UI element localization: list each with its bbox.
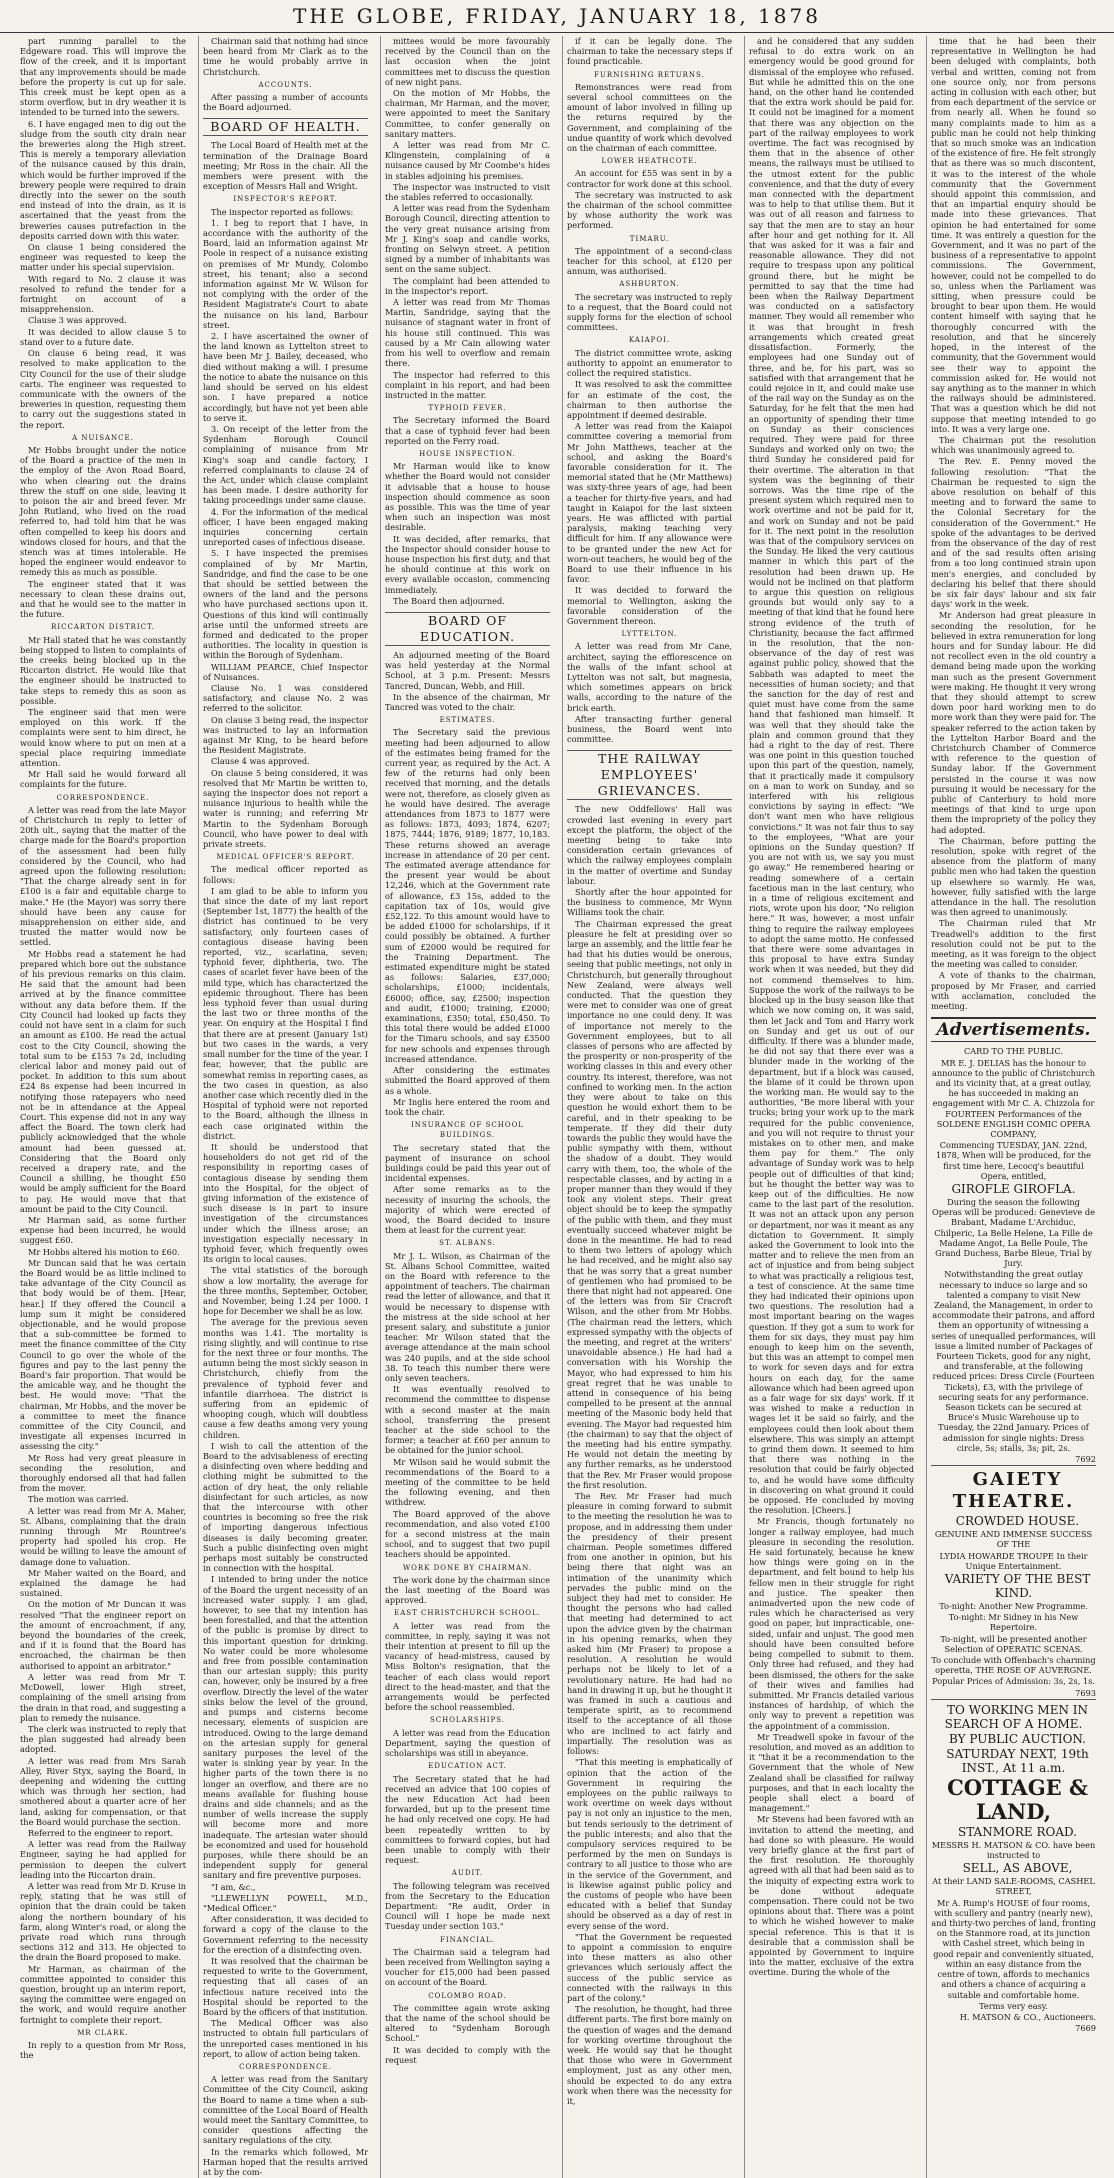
paragraph: A letter was read from the Education Department, saying the question of scholarships was still in abeyance. [385, 1727, 550, 1759]
paragraph: Mr Ross had very great pleasure in seconding the resolution, and thoroughly endorsed all that had fallen from the mover. [20, 1452, 186, 1494]
paragraph: A letter was read from the Sanitary Committee of the City Council, asking the Board to name a time when a sub-committee of the Local Board of Health would meet the Sanitary Committee, to consider questions affecting the sanitary regulations of the city. [203, 2074, 368, 2146]
paragraph: The inspector was instructed to visit the stables referred to occasionally. [385, 181, 550, 203]
subheading: COLOMBO ROAD. [428, 1991, 507, 2000]
paragraph: and he considered that any sudden refusal to do extra work on an emergency would be good ground for dismissal of the employee who refused. But while he admitted this on the one hand, on the other hand he contended that the extra work should be paid for. It could not be imagined for a moment that there was any objection on the part of the railway employees to work overtime. The fact was recognised by them that in the absence of other means, the railways must be utilised to the utmost extent for the public convenience, and that the duty of every man connected with the department was to help to that utilise them. But it was out of all reason and fairness to say that the men are to stay an hour after hour and get nothing for it. All that was asked for it was a fair and reasonable allowance. They did not require to trespass upon any political ground there, but he might be permitted to say that the time had been when the Railway Department was conducted on a satisfactory manner. They would all remember who it was that brought in fresh arrangements which created great dissatisfaction. Formerly, the employees had one Sunday out of three, and he, for his part, was so satisfied with that arrangement that he could rejoice in it, and could make use of the rail way on the Sunday as on the Saturday, for he felt that the men had an opportunity of spending their time on Sunday as their consciences required. They were paid for three Sundays and worked only on two; the third Sunday he considered paid for their overtime. The alteration in that system was the beginning of their sorrows. Was the time ripe of the present system which required men to work overtime and not be paid for it, and work on Sunday and not be paid for it. The next point in the resolution was that of the compulsory services on the Sunday. He liked the very cautious manner in which this part of the resolution had been drawn up. He would not be inclined on that platform to argue this question on religious grounds but would only say to a meeting of that kind that he found here strong evidence of the truth of Christianity, because the fact affirmed in the resolution, that the non-observance of the day of rest was against public policy, showed that the Sabbath was adapted to meet the necessities of human society; and that the sanction for the day of rest and quiet must have come from the same hand that fashioned man himself. It was well that they should take the plain and common ground that they had a right to the day of rest. There was one point in this question touched upon this part of the question, namely, that it practically made it compulsory on a man to work on Sunday, and so interfered with his religious convictions by saying in effect: "We don't want men who have religious convictions." It was not fair thus to say to the employees, "What are your opinions on the Sunday question? If you are not with us, we say you must go away." He remembered hearing or reading somewhere of a certain facetious man in the last century, who in a time of religious excitement and riots, wrote upon his door, "No religion here." It was, however, a most unfair thing to require the railway employees to adopt the same motto. He confessed that there were some advantages in this proposal to have extra Sunday work when it was needed, but they did not commend themselves to him. Suppose the work of the railways to be blocked up in the busy season like that which we now coming on, it was said, then let Jack and Tom and Harry work on Sunday and get us out of our difficulty. If there was a blunder made, he did not say that there ever was a blunder made in the working of the department, but if a block was caused, the blame of it could be thrown upon the working man. He would say to the authorities, "Be more liberal with your trucks; bring your work up to the mark required for the public convenience, and you will not require to thrust your mistakes on to other men, and make them pay for them." The only advantage of Sunday work was to help people out of difficulties of that kind; but he thought the better way was to keep out of the difficulties. He now came to the last part of the resolution. It was not an attack upon any person or department, nor was it meant as any dictation to Government. It simply asked the Government to look into the matter and to relieve the men from an act of injustice and from being subject to what was practically a religious test, a test of conscience. At the same time they had indicated their opinions upon two questions. The resolution had a most important bearing on the wages question. If they got a sum to work for them for six days, they must pay him enough to keep him on the seventh, but this was an attempt to compel men to work for seven days and for extra hours on each day, for the same allowance which had been agreed upon as a fair wage for six days' work. If it was wished to make a reduction in wages let it be said so fairly, and the employees could then look about them elsewhere. This was simply an attempt to grind them down. It seemed to him that there was nothing in the resolution that could be fairly objected to, and he would have some difficulty in discovering on what ground it could be opposed. He concluded by moving the resolution. [Cheers.] [749, 36, 914, 1516]
paragraph: A letter was read from the Kaiapoi committee covering a memorial from Mr John Matthews, teacher at the school, and asking the Board's favorable consideration for it. The memorial stated that he (Mr Matthews) was sixty-three years of age, had been a teacher for thirty-five years, and had taught in Kaiapoi for the last sixteen years. He was afflicted with partial paralysis, making teaching very difficult for him. If any allowance were to be granted under the new Act for worn-out teachers, he would beg of the Board to use their influence in his favor. [567, 421, 732, 585]
ad-line: MR E. J. DELIAS has the honour to announce to the public of Christchurch and its vicinity that, at a great outlay, he has succeeded in making an engagement with Mr C. A. Chizzola for FOURTEEN Performances of the SOLDENE ENGLISH COMIC OPERA COMPANY, [932, 1057, 1095, 1139]
subheading: RICCARTON DISTRICT. [51, 623, 155, 632]
paragraph: A letter was read from Mr T. McDowell, lower High street, complaining of the smell arising from the drain in that road, and suggesting a plan to remedy the nuisance. [20, 1671, 186, 1723]
ad-line: 7669 [1075, 2023, 1096, 2034]
subheading: A NUISANCE. [72, 433, 134, 442]
column-4 [562, 36, 736, 2178]
paragraph: 3. On receipt of the letter from the Sydenham Borough Council complaining of nuisance from Mr King's soap and candle factory, I referred complainants to clause 24 of the Act, under which clause complaint has been made. I desire authority for taking proceedings under same clause. [203, 423, 368, 506]
paragraph: It was resolved that the chairman be requested to write to the Government, requesting that all cases of an infectious nature received into the Hospital should be reported to the Board by the officers of that institution. [203, 1955, 368, 2017]
column-6 [926, 36, 1100, 2178]
paragraph: The new Oddfellows' Hall was crowded last evening in every part except the platform, the object of the meeting being to take into consideration certain grievances of which the railway employees complain in the matter of overtime and Sunday labour. [567, 804, 732, 886]
paragraph: The engineer stated that it was necessary to clean these drains out, and that he would see to the matter in the future. [20, 578, 186, 620]
subheading: LYTTELTON. [621, 630, 678, 639]
paragraph: On clause 5 being considered, it was resolved that Mr Martin be written to, saying the inspector does not report a nuisance injurious to health while the water is running; and referring Mr Martin to the Sydenham Borough Council, who have power to deal with private streets. [203, 767, 368, 850]
paragraph: 5. I have inspected the premises complained of by Mr Martin, Sandridge, and find the case to be one that should be settled between the owners of the land and the persons who have purchased sections upon it. Questions of this kind will continually arise until the unformed streets are formed and dedicated to the proper authorities. The locality in question is within the Borough of Sydenham. [203, 548, 368, 661]
ad-line: GENUINE AND IMMENSE SUCCESS OF THE [934, 1529, 1093, 1550]
paragraph: The Chairman, before putting the resolution, spoke with regret of the absence from the platform of many public men who had taken the question up elsewhere so warmly. He was, however, fully satisfied with the large attendance in the hall. The resolution was then agreed to unanimously. [931, 835, 1096, 918]
paragraph: The district committee wrote, asking authority to appoint an enumerator to collect the required statistics. [567, 347, 732, 379]
paragraph: After passing a number of accounts the Board adjourned. [203, 92, 368, 113]
subheading: ACCOUNTS. [258, 80, 313, 89]
paragraph: A letter was read from the Railway Engineer, saying he had applied for permission to deepen the culvert leading into the Riccarton drain. [20, 1839, 186, 1880]
subheading: MR CLARK. [77, 2028, 129, 2037]
article-columns [16, 36, 1100, 2178]
paragraph: Clause No. 1 was considered satisfactory, and clause No. 2 was referred to the solicitor. [203, 682, 368, 714]
ad-line: Commencing TUESDAY, JAN. 22nd, 1878, When will be produced, for the first time here, Lecocq's beautiful Opera, entitled, [936, 1140, 1091, 1181]
paragraph: A letter was read from the Sydenham Borough Council, directing attention to the very great nuisance arising from Mr J. King's soap and candle works, fronting on Selwyn street. A petition signed by a number of inhabitants was sent on the same subject. [385, 203, 550, 275]
paragraph: The following telegram was received from the Secretary to the Education Department: "Re audit, Order in Council will I hope be made next Tuesday under section 103." [385, 1880, 550, 1932]
subheading: INSPECTOR'S REPORT. [233, 195, 338, 204]
ad-line: To-night: Another New Programme. [939, 1601, 1088, 1612]
paragraph: The Rev. Mr Fraser had much pleasure in coming forward to submit to the meeting the resolution he was to propose, and in addressing them under the presidency of their present chairman. People sometimes differed from one another in opinion, but his being there that night was an intimation of the unanimity which pervades the public mind on the subject they had met to consider. He thought the persons who had called that meeting had determined to act upon the advice given by the chairman in his opening remarks, when they asked him (Mr Fraser) to propose a resolution. A resolution he would perhaps not be likely to let of a revolutionary nature. He had had no hand in drawing it up, but he thought it was framed in such a cautious and temperate spirit, as to recommend itself to the acceptance of all those who are inclined to act fairly and impartially. The resolution was as follows: [567, 1491, 732, 1757]
paragraph: Mr Wilson said he would submit the recommendations of the Board to a meeting of the committee to be held the following evening, and then withdrew. [385, 1456, 550, 1508]
subheading: SCHOLARSHIPS. [429, 1716, 506, 1725]
paragraph: The clerk was instructed to reply that the plan suggested had already been adopted. [20, 1723, 186, 1755]
subheading: EAST CHRISTCHURCH SCHOOL. [394, 1609, 541, 1618]
column-1 [16, 36, 190, 2178]
ad-line: Mr A. Rump's HOUSE of four rooms, with scullery and pantry (nearly new), and thirty-two perches of land, fronting on the Stanmore road, at its junction with Cashel street, which being in good repair and conveniently situated, within an easy distance from the centre of town, affords to mechanics and others a chance of acquiring a suitable and comfortable home. [931, 1897, 1096, 2000]
paragraph: After some remarks as to the necessity of insuring the schools, the majority of which were erected of wood, the Board decided to insure them at least for the current year. [385, 1184, 550, 1236]
paragraph: The secretary stated that the payment of insurance on school buildings could be paid this year out of incidental expenses. [385, 1142, 550, 1184]
ad-line: CROWDED HOUSE. [955, 1514, 1080, 1529]
ad-gaiety-theatre [931, 1465, 1096, 1698]
paragraph: part running parallel to the Edgeware road. This will improve the flow of the creek, and it is important that any improvements should be made before the property is cut up for sale. This creek must be kept open as a storm overflow, but in dry weather it is intended to be turned into the sewers. [20, 36, 186, 118]
advertisements-heading: Advertisements. [931, 1017, 1096, 1042]
paragraph: The Secretary stated that he had received an advice that 100 copies of the new Education Act had been forwarded, but up to the present time he had only received one copy. He had been repeatedly written to by committees to forward copies, but had been unable to comply with their request. [385, 1773, 550, 1866]
paragraph: "I am, &c., [211, 1881, 256, 1892]
paragraph: Mr Hall said he would forward all complaints for the future. [20, 769, 186, 790]
ad-line: Popular Prices of Admission: 3s, 2s, 1s. [932, 1676, 1095, 1687]
paragraph: Mr J. L. Wilson, as Chairman of the St. Albans School Committee, waited on the Board with reference to the appointment of teachers. The chairman read the letter of allowance, and that it would be necessary to dispense with the mistress at the side school at her present salary, and substitute a junior teacher. Mr Wilson stated that the average attendance at the main school was 240 pupils, and at the side school 38. To teach this number there were only seven teachers. [385, 1250, 550, 1383]
paragraph: It was decided to forward the memorial to Wellington, asking the favorable consideration of the Government thereon. [567, 585, 732, 626]
ad-line: STANMORE ROAD. [957, 1824, 1077, 1839]
paragraph: A letter was read from the committee, in reply, saying it was not their intention at present to fill up the vacancy of head-mistress, caused by Miss Bolton's resignation, that the teacher of each class would report direct to the head-master, and that the arrangements would be perfected before the school reassembled. [385, 1620, 550, 1713]
paragraph: The average for the previous seven months was 1.41. The mortality is rising slightly, and will continue to rise for the next three or four months. The autumn being the most sickly season in Christchurch, chiefly from the prevalence of typhoid fever and infantile diarrhoea. The district is suffering from an epidemic of whooping cough, which will doubtless cause a few deaths among very young children. [203, 1317, 368, 1440]
column-6-text [931, 36, 1096, 1011]
paragraph: A letter was read from the late Mayor of Christchurch in reply to letter of 20th ult., saying that the matter of the charge made for the Board's proportion of the assessment had been fully considered by the Council, who had agreed upon the following resolution: "That the charge already sent in for £100 is a fair and equitable charge to make." He (the Mayor) was sorry there should have been any cause for misapprehension on either side, and trusted the matter would now be settled. [20, 804, 186, 948]
ad-line: SELL, AS ABOVE, [962, 1861, 1073, 1876]
paragraph: In reply to a question from Mr Ross, the [20, 2040, 186, 2061]
paragraph: Mr Duncan said that he was certain the Board would be as little inclined to take advantage of the City Council as that body would be of them. [Hear, hear.] If they offered the Council a lump sum it might be considered objectionable, and he would propose that a sub-committee be formed to meet the finance committee of the City Council to go over the whole of the figures and pay to the last penny the Board's fair proportion. That would be the amicable way, and he thought the best. He would move: "That the chairman, Mr Hobbs, and the mover be a committee to meet the finance committee of the City Council, and investigate all expenses incurred in assessing the city." [20, 1257, 186, 1452]
paragraph: Mr Francis, though fortunately no longer a railway employee, had much pleasure in seconding the resolution. He said fortunately, because he knew how things were going on in the department, and felt bound to help his fellow men in their struggle for right and justice. The speaker then animadverted upon the new code of rules which he characterised as very good on paper, but impracticable, one-sided, unfair and unjust. The good men should have been consulted before being compelled to submit to them. Only three had refused, and they had been dismissed, the others for the sake of their wives and families had submitted. Mr Francis detailed various instances of hardship, of which the only way to prevent a repetition was the appointment of a commission. [749, 1516, 914, 1731]
paragraph: On the motion of Mr Duncan it was resolved "That the engineer report on the amount of encroachment, if any, beyond the boundaries of the creek, and if it is found that the Board has encroached, the chairman be then authorised to appoint an arbitrator." [20, 1599, 186, 1671]
paragraph: The inspector reported as follows: [211, 206, 354, 217]
paragraph: On clause 1 being considered the engineer was requested to keep the matter under his special supervision. [20, 242, 186, 273]
paragraph: It should be understood that householders do not get rid of the responsibility in reporting cases of contagious disease by sending them into the Hospital, for the object of giving information of the existence of such disease is in part to insure investigation of the circumstances under which the illness arose; an investigation especially necessary in typhoid fever, which frequently owes its origin to local causes. [203, 1141, 368, 1265]
paragraph: A vote of thanks to the chairman, proposed by Mr Fraser, and carried with acclamation, concluded the meeting. [931, 970, 1096, 1012]
paragraph: The committee again wrote asking that the name of the school should be altered to "Sydenham Borough School." [385, 2002, 550, 2044]
ad-line: At their LAND SALE-ROOMS, CASHEL STREET, [932, 1876, 1095, 1897]
paragraph: The Medical Officer was also instructed to obtain full particulars of the unreported cases mentioned in his report, to allow of action being taken. [203, 2018, 368, 2059]
paragraph: The Chairman put the resolution which was unanimously agreed to. [931, 434, 1096, 456]
paragraph: The Chairman ruled that Mr Treadwell's addition to the first resolution could not be put to the meeting, as it was foreign to the object the meeting was called to consider. [931, 918, 1096, 970]
paragraph: Mr Hobbs read a statement he had prepared which bore out the substance of his previous remarks on this claim. He said that the amount had been arrived at by the finance committee without any data before them. If the City Council had looked up facts they could not have sent in a claim for such an amount as £100. He read the actual cost to the City Council, showing the total sum to be £153 7s 2d, including clerical labor and money paid out of pocket. In addition to this sum about £24 8s expense had been incurred in notifying those ratepayers who need not be in attendance at the Appeal Court. This expense did not in any way affect the Board. The town clerk had publicly acknowledged that the whole amount had been guessed at. Considering that the Board only received a drapery rate, and the Council a shilling, he thought £50 would be amply sufficient for the Board to pay. He would move that that amount be paid to the City Council. [20, 948, 186, 1214]
paragraph: The medical officer reported as follows: [203, 864, 368, 885]
paragraph: A letter was read from Mrs Sarah Alley, River Styx, saying the Board, in deepening and widening the cutting which was through her section, had smothered about a quarter acre of her land, asking for compensation, or that the Board would purchase the section. [20, 1755, 186, 1827]
paragraph: The Chairman said a telegram had been received from Wellington saying a voucher for £15,000 had been passed on account of the Board. [385, 1946, 550, 1988]
paragraph: I am glad to be able to inform you that since the date of my last report (September 1st, 1877) the health of the district has continued to be very satisfactory, only fourteen cases of contagious disease having been reported, viz., scarlatina, seven; typhoid fever, diphtheria, two. The cases of scarlet fever have been of the mild type, which has characterized the epidemic throughout. There has been less typhoid fever than usual during the last two or three months of the year. On enquiry at the Hospital I find that there are at present (January 1st) but two cases in the wards, a very small number for the time of the year. I fear, however, that the public are somewhat remiss in reporting cases, as the two cases in question, as also another case which recently died in the Hospital of typhoid were not reported to the Board, although the illness in each case originated within the district. [203, 885, 368, 1141]
subheading: ASHBURTON. [619, 280, 680, 289]
paragraph: The secretary was instructed to reply to a request, that the Board could not supply forms for the election of school committees. [567, 291, 732, 333]
column-2 [198, 36, 372, 2178]
paragraph: The engineer said that men were employed on this work. If the complaints were sent to him direct, he would know where to put on men at a special place requiring immediate attention. [20, 707, 186, 769]
paragraph: "That the Government be requested to appoint a commission to enquire into these matters as also other grievances which seriously affect the success of the public service as connected with the railways in this part of the colony." [567, 1931, 732, 2003]
ad-line: MESSRS H. MATSON & CO. have been instructed to [931, 1839, 1096, 1861]
ad-line: 7692 [1075, 1454, 1096, 1465]
subheading: KAIAPOI. [628, 336, 671, 345]
paragraph: The secretary was instructed to ask the chairman of the school committee by whose authority the work was performed. [567, 189, 732, 231]
ad-line: CARD TO THE PUBLIC. [964, 1046, 1063, 1057]
subheading: AUDIT. [451, 1869, 484, 1878]
subheading: EDUCATION ACT. [428, 1762, 507, 1771]
paragraph: 6. I have engaged men to dig out the sludge from the south city drain near the breweries along the High street. This is merely a temporary alleviation of the nuisance caused by this drain, which would be further improved if the brewery people were required to drain directly into the sewer on the south end instead of into the drain, as it is ascertained that the yeast from the breweries causes putrefaction in the deposits carried down with this water. [20, 118, 186, 241]
ad-line: BY PUBLIC AUCTION. [949, 1731, 1086, 1746]
paragraph: Mr Treadwell spoke in favour of the resolution, and moved as an addition to it "that it be a recommendation to the Government that the whole of New Zealand shall be classified for railway purposes, and that in each locality the people shall elect a board of management." [749, 1731, 914, 1814]
ad-line: COTTAGE & LAND, [947, 1774, 1088, 1824]
ad-line: GIROFLE GIROFLA. [951, 1181, 1076, 1196]
paragraph: It was decided to comply with the request [385, 2044, 550, 2065]
subheading: WORK DONE BY CHAIRMAN. [402, 1563, 532, 1572]
paragraph: On clause 3 being read, the inspector was instructed to lay an information against Mr King, to be heard before the Resident Magistrate. [203, 714, 368, 756]
paragraph: 2. I have ascertained the owner of the land known as Lyttelton street to have been Mr J. Bailey, deceased, who died without making a will. I presume the notice to abate the nuisance on this land should be served on his eldest son. I have prepared a notice accordingly, but have not yet been able to serve it. [203, 331, 368, 423]
paragraph: Mr Inglis here entered the room and took the chair. [385, 1096, 550, 1117]
paragraph: The motion was carried. [28, 1494, 129, 1505]
ad-line: To-night: Mr Sidney in his New Repertoire. [948, 1612, 1079, 1633]
subheading: LOWER HEATHCOTE. [601, 157, 698, 166]
subheading: HOUSE INSPECTION. [419, 449, 516, 458]
ad-line: Notwithstanding the great outlay necessary to induce so large and so talented a company to visit New Zealand, the Management, in order to accommodate their patrons, and afford them an opportunity of witnessing a series of unequalled performances, will issue a limited number of Packages of Fourteen Tickets, good for any night, and transferable, at the following reduced prices: Dress Circle (Fourteen Tickets), £3, with the privilege of securing seats for any performance. Season tickets can be secured at Bruce's Music Warehouse up to Tuesday, the 22nd January. Prices of admission for single nights: Dress circle, 5s; stalls, 3s; pit, 2s. [931, 1269, 1096, 1453]
paragraph: The resolution, he thought, had three different parts. The first bore mainly on the question of wages and the demand for working overtime throughout the week. He would say that he thought that those who were in Government employment, just as any other men, should be expected to do any extra work when there was the necessity for it, [567, 2004, 732, 2106]
ad-line: During the season the following Operas will be produced: Genevieve de Brabant, Madame L'Archiduc, Chilperic, La Belle Helene, La Fille de Madame Angot, La Belle Poule, The Grand Duchess, Barbe Bleue, Trial by Jury. [932, 1196, 1095, 1269]
ad-line: To conclude with Offenbach's charming operetta, THE ROSE OF AUVERGNE. [931, 1655, 1096, 1676]
ad-line: To-night, will be presented another Selection of OPERATIC SCENAS. [940, 1633, 1087, 1654]
paragraph: Mr Hobbs altered his motion to £60. [28, 1246, 180, 1257]
subheading: TIMARU. [629, 234, 670, 243]
ad-line: Terms very easy. [979, 2000, 1048, 2011]
paragraph: WILLIAM PEARCE, Chief Inspector of Nuisances. [203, 661, 368, 682]
paragraph: "LLEWELLYN POWELL, M.D., "Medical Officer." [203, 1892, 368, 1913]
paragraph: The Local Board of Health met at the termination of the Drainage Board meeting; Mr Ross in the chair. All the members were present with the exception of Messrs Hall and Wright. [203, 140, 368, 192]
subheading: INSURANCE OF SCHOOL BUILDINGS. [411, 1121, 524, 1140]
paragraph: It was resolved to ask the committee for an estimate of the cost, the chairman to then authorise the appointment if deemed desirable. [567, 379, 732, 420]
paragraph: The Board approved of the above recommendation, and also voted £100 for a second mistress at the main school, and to suggest that two pupil teachers should be appointed. [385, 1508, 550, 1560]
section-heading: THE RAILWAY EMPLOYEES' GRIEVANCES. [567, 750, 732, 800]
paragraph: In the remarks which followed, Mr Harman hoped that the results arrived at by the com- [203, 2146, 368, 2178]
subheading: FURNISHING RETURNS. [594, 70, 705, 79]
paragraph: It was eventually resolved to recommend the committee to dispense with a second master at the main school, transferring the present teacher at the side school to the former; a teacher at £60 per annum to be obtained for the junior school. [385, 1384, 550, 1456]
paragraph: Mr Harman, as chairman of the committee appointed to consider this question, brought up an interim report, saying the committee were engaged on the work, and would require another fortnight to complete their report. [20, 1963, 186, 2025]
paragraph: With regard to No. 2 clause it was resolved to refund the tender for a fortnight on account of a misapprehension. [20, 273, 186, 315]
paragraph: 4. For the information of the medical officer, I have been engaged making inquiries concerning certain unreported cases of infectious disease. [203, 506, 368, 548]
subheading: CORRESPONDENCE. [56, 793, 150, 802]
paragraph: A letter was read from Mr C. Klingenstein, complaining of a nuisance caused by Mr Coombe's hides in stables adjoining his premises. [385, 140, 550, 181]
paragraph: In the absence of the chairman, Mr Tancred was voted to the chair. [385, 691, 550, 712]
subheading: TYPHOID FEVER. [428, 404, 507, 413]
paragraph: An account for £55 was sent in by a contractor for work done at this school. [567, 168, 732, 189]
paragraph: The complaint had been attended to in the inspector's report. [385, 275, 550, 296]
paragraph: An adjourned meeting of the Board was held yesterday at the Normal School, at 3 p.m. Present: Messrs Tancred, Duncan, Webb, and Hill. [385, 649, 550, 691]
subheading: MEDICAL OFFICER'S REPORT. [216, 853, 355, 862]
paragraph: The vital statistics of the borough show a low mortality, the average for the three months, September, October, and November, being 1.24 per 1000. I hope for December we shall be as low. [203, 1265, 368, 1317]
paragraph: Mr Harman would like to know whether the Board would not consider it advisable that a house to house inspection should commence as soon as possible. This was the time of year when such an inspection was most desirable. [385, 461, 550, 533]
paragraph: A letter was read from Mr Thomas Martin, Sandridge, saying that the nuisance of stagnant water in front of his house still continued. This was caused by a Mr Cain allowing water from his well to overflow and remain there. [385, 297, 550, 369]
paragraph: Clause 4 was approved. [211, 756, 310, 767]
paragraph: 1. I beg to report that I have, in accordance with the authority of the Board, laid an information against Mr Poole in respect of a nuisance existing on premises of Mr Mundy, Colombo street, his tenant; also a second information against Mr W. Wilson for not complying with the order of the Resident Magistrate's Court to abate the nuisance on his land, Barbour street. [203, 217, 368, 330]
paragraph: On clause 6 being read, it was resolved to make application to the City Council for the use of their sludge carts. The engineer was requested to communicate with the owners of the breweries in question, requesting them to carry out the suggestions stated in the report. [20, 348, 186, 430]
ad-line: GAIETY THEATRE. [952, 1469, 1075, 1513]
paragraph: Mr Anderson had great pleasure in seconding the resolution, for he believed in extra remuneration for long hours and for Sunday labour. He did not recollect even in the old country a demand being made upon the working man such as the present Government were making. He thought it very wrong that they should attempt to screw down poor hard working men to do more work than they were paid for. The speaker referred to the action taken by the Lyttelton Harbor Board and the Christchurch Chamber of Commerce with reference to the question of Sunday labor. If the Government persisted in the course it was now pursuing it would be necessary for the public of Canterbury to hold more meetings of that kind to urge upon them the impropriety of the policy they had adopted. [931, 610, 1096, 835]
column-5 [744, 36, 918, 2178]
ad-line: TO WORKING MEN IN SEARCH OF A HOME. [944, 1702, 1089, 1731]
paragraph: The Secretary informed the Board that a case of typhoid fever had been reported on the Ferry road. [385, 415, 550, 446]
paragraph: Mr Hall stated that he was constantly being stopped to listen to complaints of the creeks being blocked up in the Riccarton district. He would like that the engineer should be instructed to take steps to remedy this as soon as possible. [20, 634, 186, 706]
paragraph: A letter was read from Mr Cane, architect, saying the efflorescence on the walls of the infant school at Lyttelton was not salt, but magnesia, which sometimes appears on brick walls, according to the nature of the brick earth. [567, 641, 732, 713]
paragraph: time that he had been their representative in Wellington he had been deluged with complaints, both verbal and written, coming not from one source only, nor from persons acting in collusion with each other, but from each department of the service or from nearly all. When he found so many complaints made to him as a public man he could not help thinking that so much smoke was an indication of the existence of fire. He felt strongly that as there was so much discontent, it was to the interest of the whole community that the Government should appoint this commission, and that an impartial enquiry should be made into these grievances. That opinion he had entertained for some time. It was entirely a question for the Government, and it was no part of the business of a representative to appoint commissions. The Government, however, could not be compelled to do so, unless when the Parliament was sitting, when pressure could be brought to bear upon them. He would content himself with saying that he thoroughly concurred with the resolution, and that he sincerely hoped, in the interest of the community, that the Government would see their way to appoint the commission asked for. He would not say anything as to the manner in which the railways should be administered. That was a question which he did not suppose that meeting intended to go into. It was a very large one. [931, 36, 1096, 434]
paragraph: The Board then adjourned. [393, 595, 505, 606]
ad-line: VARIETY OF THE BEST KIND. [944, 1572, 1091, 1601]
paragraph: Shortly after the hour appointed for the business to commence, Mr Wynn Williams took the chair. [567, 887, 732, 918]
paragraph: The Chairman expressed the great pleasure he felt at presiding over so large an assembly, and the little fear he had that his duties would be onerous, seeing that public meetings, not only in Christchurch, but generally throughout New Zealand, were always well conducted. That the question they were met to consider was one of great importance no one could deny. It was of importance not merely to the Government employees, but to all classes of persons who are affected by the prosperity or non-prosperity of the working classes in this and every other country. Its interest, therefore, was not confined to working men. In the action they were about to take on this question he would exhort them to be careful, and in their speaking to be temperate. If they did their duty towards the public they would have the public sympathy with them, without the shadow of a doubt. They would carry with them, too, the whole of the respectable classes, and by acting in a proper manner than they would if they took any violent steps. Their great object should be to keep the sympathy of the public with them, and they must eventually succeed whatever might be done in the meantime. He had to read to them two letters of apology which he had received, and he might also say that he was sorry that a great number of gentlemen who had promised to be there that night had not appeared. One of the letters was from Sir Cracroft Wilson, and the other from Mr Hobbs. (The chairman read the letters, which expressed sympathy with the objects of the meeting, and regret at the writers' unavoidable absence.) He had had a conversation with his Worship the Mayor, who had expressed to him his great regret that he was unable to attend in consequence of his being compelled to be present at the annual meeting of the Masonic body held that evening. The Mayor had requested him (the chairman) to say that the object of the meeting had his entire sympathy. He would not detain the meeting by any further remarks, as he understood that the Rev. Mr Fraser would propose the first resolution. [567, 918, 732, 1490]
ad-line: 7693 [1075, 1687, 1096, 1698]
paragraph: if it can be legally done. The chairman to take the necessary steps if found practicable. [567, 36, 732, 67]
paragraph: It was decided to allow clause 5 to stand over to a future date. [20, 326, 186, 347]
ad-line: LYDIA HOWARDE TROUPE In their Unique Entertainment. [939, 1550, 1088, 1571]
ad-card-to-public [931, 1046, 1096, 1464]
subheading: ST. ALBANS. [439, 1239, 496, 1248]
paragraph: The Secretary said the previous meeting had been adjourned to allow of the estimates being framed for the current year, as required by the Act. A few of the returns had only been received that morning, and the details were not, therefore, as closely given as he would have desired. The average attendances from 1873 to 1877 were as follows: 1873, 4093; 1874, 6207; 1875, 7444; 1876, 9189; 1877, 10,183. These returns showed an average increase in attendance of 20 per cent. The estimated average attendance for the present year would be about 12,246, which at the Government rate of allowance, £3 15s, added to the capitation tax of 10s, would give £52,122. To this amount would have to be added £1000 for scholarships, if it could possibly be obtained. A further sum of £2000 would be required for the Training Department. The estimated expenditure might be stated as follows: Salaries, £37,000; scholarships, £1000; incidentals, £6000; office, say, £2500; inspection and audit, £1000; training, £2000; examinations, £350; total, £50,450. To this total there would be added £1000 for the Timaru schools, and say £3500 for new schools and expenses through increased attendance. [385, 727, 550, 1064]
paragraph: The Rev. E. Penny moved the following resolution: "That the Chairman be requested to sign the above resolution on behalf of this meeting and to forward the same to the Colonial Secretary for the consideration of the Government." He spoke of the advantages to be derived from the observance of the day of rest and of the sad results often arising from a too long continued strain upon men's energies, and concluded by declaring his belief that there should be six fair days' labour and six fair days' work in the week. [931, 456, 1096, 610]
paragraph: After consideration, it was decided to forward a copy of the clause to the Government referring to the necessity for the erection of a disinfecting oven. [203, 1914, 368, 1955]
paragraph: After transacting further general business, the Board went into committee. [567, 713, 732, 745]
column-3 [380, 36, 554, 2178]
paragraph: I wish to call the attention of the Board to the advisableness of erecting a disinfecting oven where bedding and clothing might be submitted to the action of dry heat, the only reliable disinfectant for such articles, as now that the intercourse with other countries is becoming so free the risk of importing dangerous infectious diseases is daily becoming greater. Such a public disinfecting oven might perhaps most suitably be constructed in connection with the hospital. [203, 1440, 368, 1574]
paragraph: It was decided, after remarks, that the Inspector should consider house to house inspection his first duty, and that he should continue at this work on every available occasion, commencing immediately. [385, 533, 550, 595]
paragraph: The appointment of a second-class teacher for this school, at £120 per annum, was authorised. [567, 245, 732, 277]
ad-line: SATURDAY NEXT, 19th INST., At 11 a.m. [946, 1746, 1089, 1775]
ad-line: H. MATSON & CO., Auctioneers. [959, 2011, 1096, 2022]
paragraph: A letter was read from Mr A. Maher, St. Albans, complaining that the drain running through Mr Rountree's property had spoiled his crop. He would be willing to leave the amount of damage done to valuation. [20, 1505, 186, 1567]
paragraph: I intended to bring under the notice of the Board the urgent necessity of an increased water supply. I am glad, however, to see that my intention has been forestalled, and that the attention of the public is promise by direct to this important question for drinking. No water could be more wholesome and free from possible contamination than our artesian supply; this purity can, however, only be insured by a free overflow. Directly the level of the water sinks below the level of the ground, and pumps and cisterns become necessary, elements of suspicion are introduced. Owing to the large demand on the artesian supply for general sanitary purposes the level of the water is sinking year by year. In the higher parts of the town there is no longer an overflow, and there are no means available for flushing house drains and side channels; and as the number of wells increase the supply will become more and more inadequate. The artesian water should be economized and used for household purposes, while there should be an independent supply for general sanitary and fire preventive purposes. [203, 1574, 368, 1881]
paragraph: Chairman said that nothing had since been heard from Mr Clark as to the time he would probably arrive in Christchurch. [203, 36, 368, 77]
paragraph: Clause 3 was approved. [28, 315, 127, 326]
subheading: CORRESPONDENCE. [239, 2063, 332, 2071]
paragraph: On the motion of Mr Hobbs, the chairman, Mr Harman, and the mover, were appointed to meet the Sanitary Committee, to confer generally on sanitary matters. [385, 88, 550, 139]
masthead: THE GLOBE, FRIDAY, JANUARY 18, 1878 [0, 0, 1114, 33]
paragraph: Mr Maher waited on the Board, and explained the damage he had sustained. [20, 1567, 186, 1599]
paragraph: Mr Hobbs brought under the notice of the Board a practice of the men in the employ of the Avon Road Board, who when clearing out the drains threw the stuff on one side, leaving it to poison the air and breed fever. Mr John Rutland, who lived on the road referred to, had told him that he was often compelled to keep his doors and windows closed for hours, and that the stench was at times intolerable. He hoped the engineer would endeavor to remedy this as much as possible. [20, 444, 186, 578]
paragraph: After considering the estimates submitted the Board approved of them as a whole. [385, 1065, 550, 1096]
paragraph: The work done by the chairman since the last meeting of the Board was approved. [385, 1574, 550, 1606]
paragraph: The inspector had referred to this complaint in his report, and had been instructed in the matter. [385, 369, 550, 400]
paragraph: mittees would be more favourably received by the Council than on the last occasion when the joint committees met to discuss the question of new night pans. [385, 36, 550, 87]
subheading: FINANCIAL. [440, 1935, 495, 1944]
ad-cottage-land-auction [931, 1699, 1096, 2033]
paragraph: Mr Stevens had been favored with an invitation to attend the meeting, and had done so with pleasure. He would very briefly glance at the first part of the first resolution. He thoroughly agreed with all that had been said as to the iniquity of expecting extra work to be done without adequate compensation. There could not be two opinions about that. There was a point to which he wished however to make special reference. This is that it is desirable that a commission shall be appointed by Government to inquire into the matter, exclusive of the extra overtime. During the whole of the [749, 1814, 914, 1978]
section-heading: BOARD OF HEALTH. [203, 118, 368, 136]
paragraph: "That this meeting is emphatically of opinion that the action of the Government in requiring the employees on the public railways to work overtime on week days without pay is not only an injustice to the men, but tends seriously to the detriment of the public interests; and also that the compulsory services required to be performed by the men on Sundays is contrary to all justice to those who are in the service of the Government, and is likewise against public policy and the customs of people who have been educated with a belief that Sunday should be observed as a day of rest in every sense of the word. [567, 1757, 732, 1931]
subheading: ESTIMATES. [439, 716, 496, 725]
paragraph: Remonstrances were read from several school committees on the amount of labor involved in filling up the returns required by the Government, and complaining of the undue quantity of work which devolved on the chairman of each committee. [567, 81, 732, 154]
paragraph: Referred to the engineer to report. [28, 1827, 174, 1838]
paragraph: Mr Harman said, as some further expense had been incurred, he would suggest £60. [20, 1214, 186, 1246]
paragraph: A letter was read from Mr D. Kruse in reply, stating that he was still of opinion that the drain could be taken along the northern boundary of his farm, along Winter's road, or along the private road which runs through sections 312 and 313. He objected to the drain the Board proposed to make. [20, 1880, 186, 1963]
section-heading: BOARD OF EDUCATION. [385, 612, 550, 646]
